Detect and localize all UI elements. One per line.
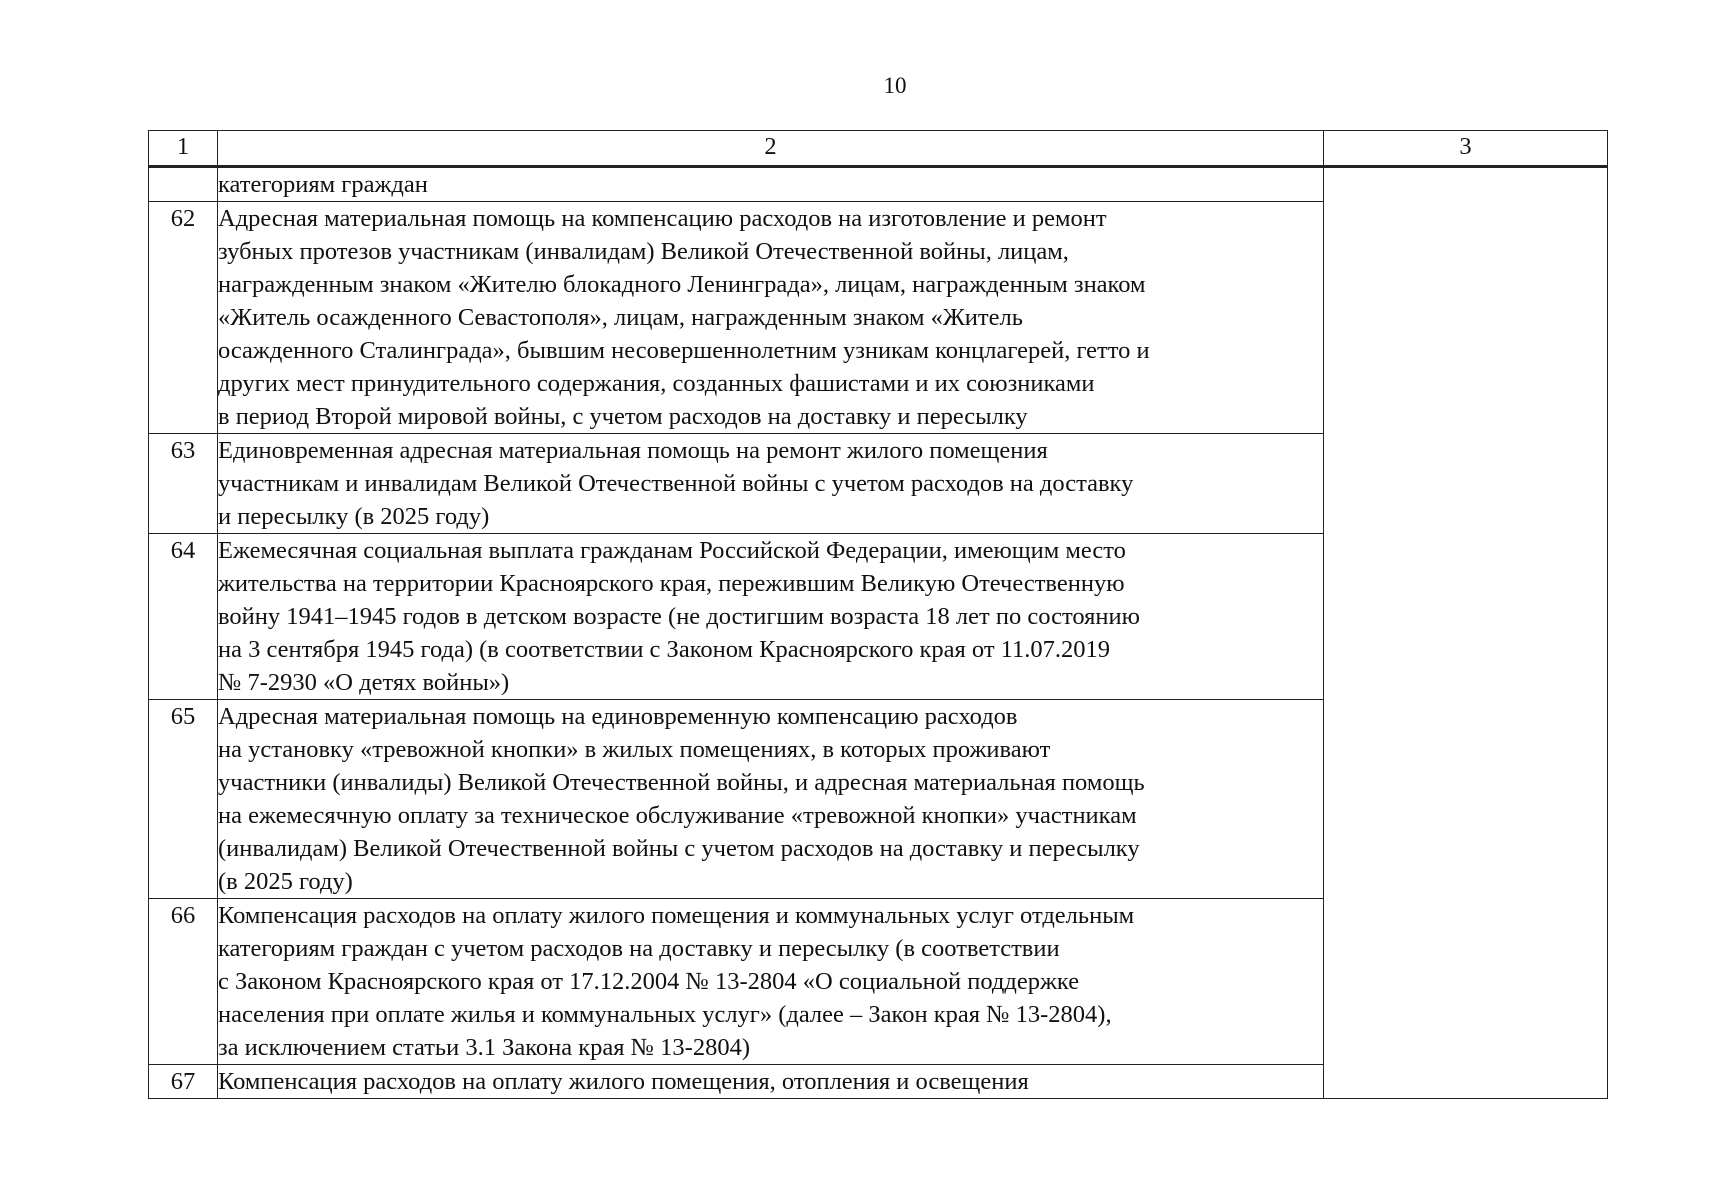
row-number: 62 [149, 202, 218, 434]
row-description [218, 700, 1324, 899]
description-line: «Житель осажденного Севастополя», лицам, награжденным знаком «Житель [218, 304, 1023, 331]
table-body [149, 167, 1608, 1099]
description-line: № 7-2930 «О детях войны») [218, 669, 510, 696]
description-line: участники (инвалиды) Великой Отечественной войны, и адресная материальная помощь [218, 769, 1145, 796]
row-description [218, 1065, 1324, 1099]
description-line: жительства на территории Красноярского края, пережившим Великую Отечественную [218, 570, 1125, 597]
page-number: 10 [883, 73, 907, 98]
description-line: войну 1941–1945 годов в детском возрасте (не достигшим возраста 18 лет по состоянию [218, 603, 1140, 630]
row-number: 63 [149, 434, 218, 534]
description-line: участникам и инвалидам Великой Отечественной войны с учетом расходов на доставку [218, 470, 1134, 497]
row-description [218, 434, 1324, 534]
header-col-2: 2 [218, 131, 1324, 167]
row-description [218, 202, 1324, 434]
description-line: Адресная материальная помощь на компенсацию расходов на изготовление и ремонт [218, 205, 1107, 232]
header-col-3: 3 [1324, 131, 1608, 167]
description-line: Компенсация расходов на оплату жилого помещения, отопления и освещения [218, 1068, 1029, 1095]
row-number: 66 [149, 899, 218, 1065]
row-number [149, 167, 218, 202]
description-line: зубных протезов участникам (инвалидам) Великой Отечественной войны, лицам, [218, 238, 1069, 265]
description-line: Компенсация расходов на оплату жилого помещения и коммунальных услуг отдельным [218, 902, 1135, 929]
row-number: 65 [149, 700, 218, 899]
description-line: с Законом Красноярского края от 17.12.2004 № 13-2804 «О социальной поддержке [218, 968, 1080, 995]
description-line: категориям граждан с учетом расходов на доставку и пересылку (в соответствии [218, 935, 1060, 962]
table-header-row [149, 131, 1608, 167]
description-line: категориям граждан [218, 171, 428, 198]
description-line: населения при оплате жилья и коммунальных услуг» (далее – Закон края № 13-2804), [218, 1001, 1112, 1028]
description-line: (инвалидам) Великой Отечественной войны с учетом расходов на доставку и пересылку [218, 835, 1140, 862]
description-line: других мест принудительного содержания, созданных фашистами и их союзниками [218, 370, 1095, 397]
description-line: Адресная материальная помощь на единовременную компенсацию расходов [218, 703, 1018, 730]
description-line: Единовременная адресная материальная помощь на ремонт жилого помещения [218, 437, 1048, 464]
row-description [218, 167, 1324, 202]
column-3-cell [1324, 167, 1608, 1099]
header-col-1: 1 [149, 131, 218, 167]
budget-table [148, 130, 1608, 1099]
description-line: на ежемесячную оплату за техническое обслуживание «тревожной кнопки» участникам [218, 802, 1137, 829]
description-line: на 3 сентября 1945 года) (в соответствии с Законом Красноярского края от 11.07.2019 [218, 636, 1111, 663]
description-line: осажденного Сталинграда», бывшим несовершеннолетним узникам концлагерей, гетто и [218, 337, 1150, 364]
row-number: 67 [149, 1065, 218, 1099]
description-line: (в 2025 году) [218, 868, 353, 895]
table-row [149, 167, 1608, 202]
row-description [218, 534, 1324, 700]
description-line: награжденным знаком «Жителю блокадного Ленинграда», лицам, награжденным знаком [218, 271, 1146, 298]
description-line: Ежемесячная социальная выплата гражданам Российской Федерации, имеющим место [218, 537, 1126, 564]
description-line: в период Второй мировой войны, с учетом расходов на доставку и пересылку [218, 403, 1028, 430]
row-description [218, 899, 1324, 1065]
description-line: за исключением статьи 3.1 Закона края № 13-2804) [218, 1034, 750, 1061]
description-line: на установку «тревожной кнопки» в жилых помещениях, в которых проживают [218, 736, 1051, 763]
description-line: и пересылку (в 2025 году) [218, 503, 490, 530]
row-number: 64 [149, 534, 218, 700]
